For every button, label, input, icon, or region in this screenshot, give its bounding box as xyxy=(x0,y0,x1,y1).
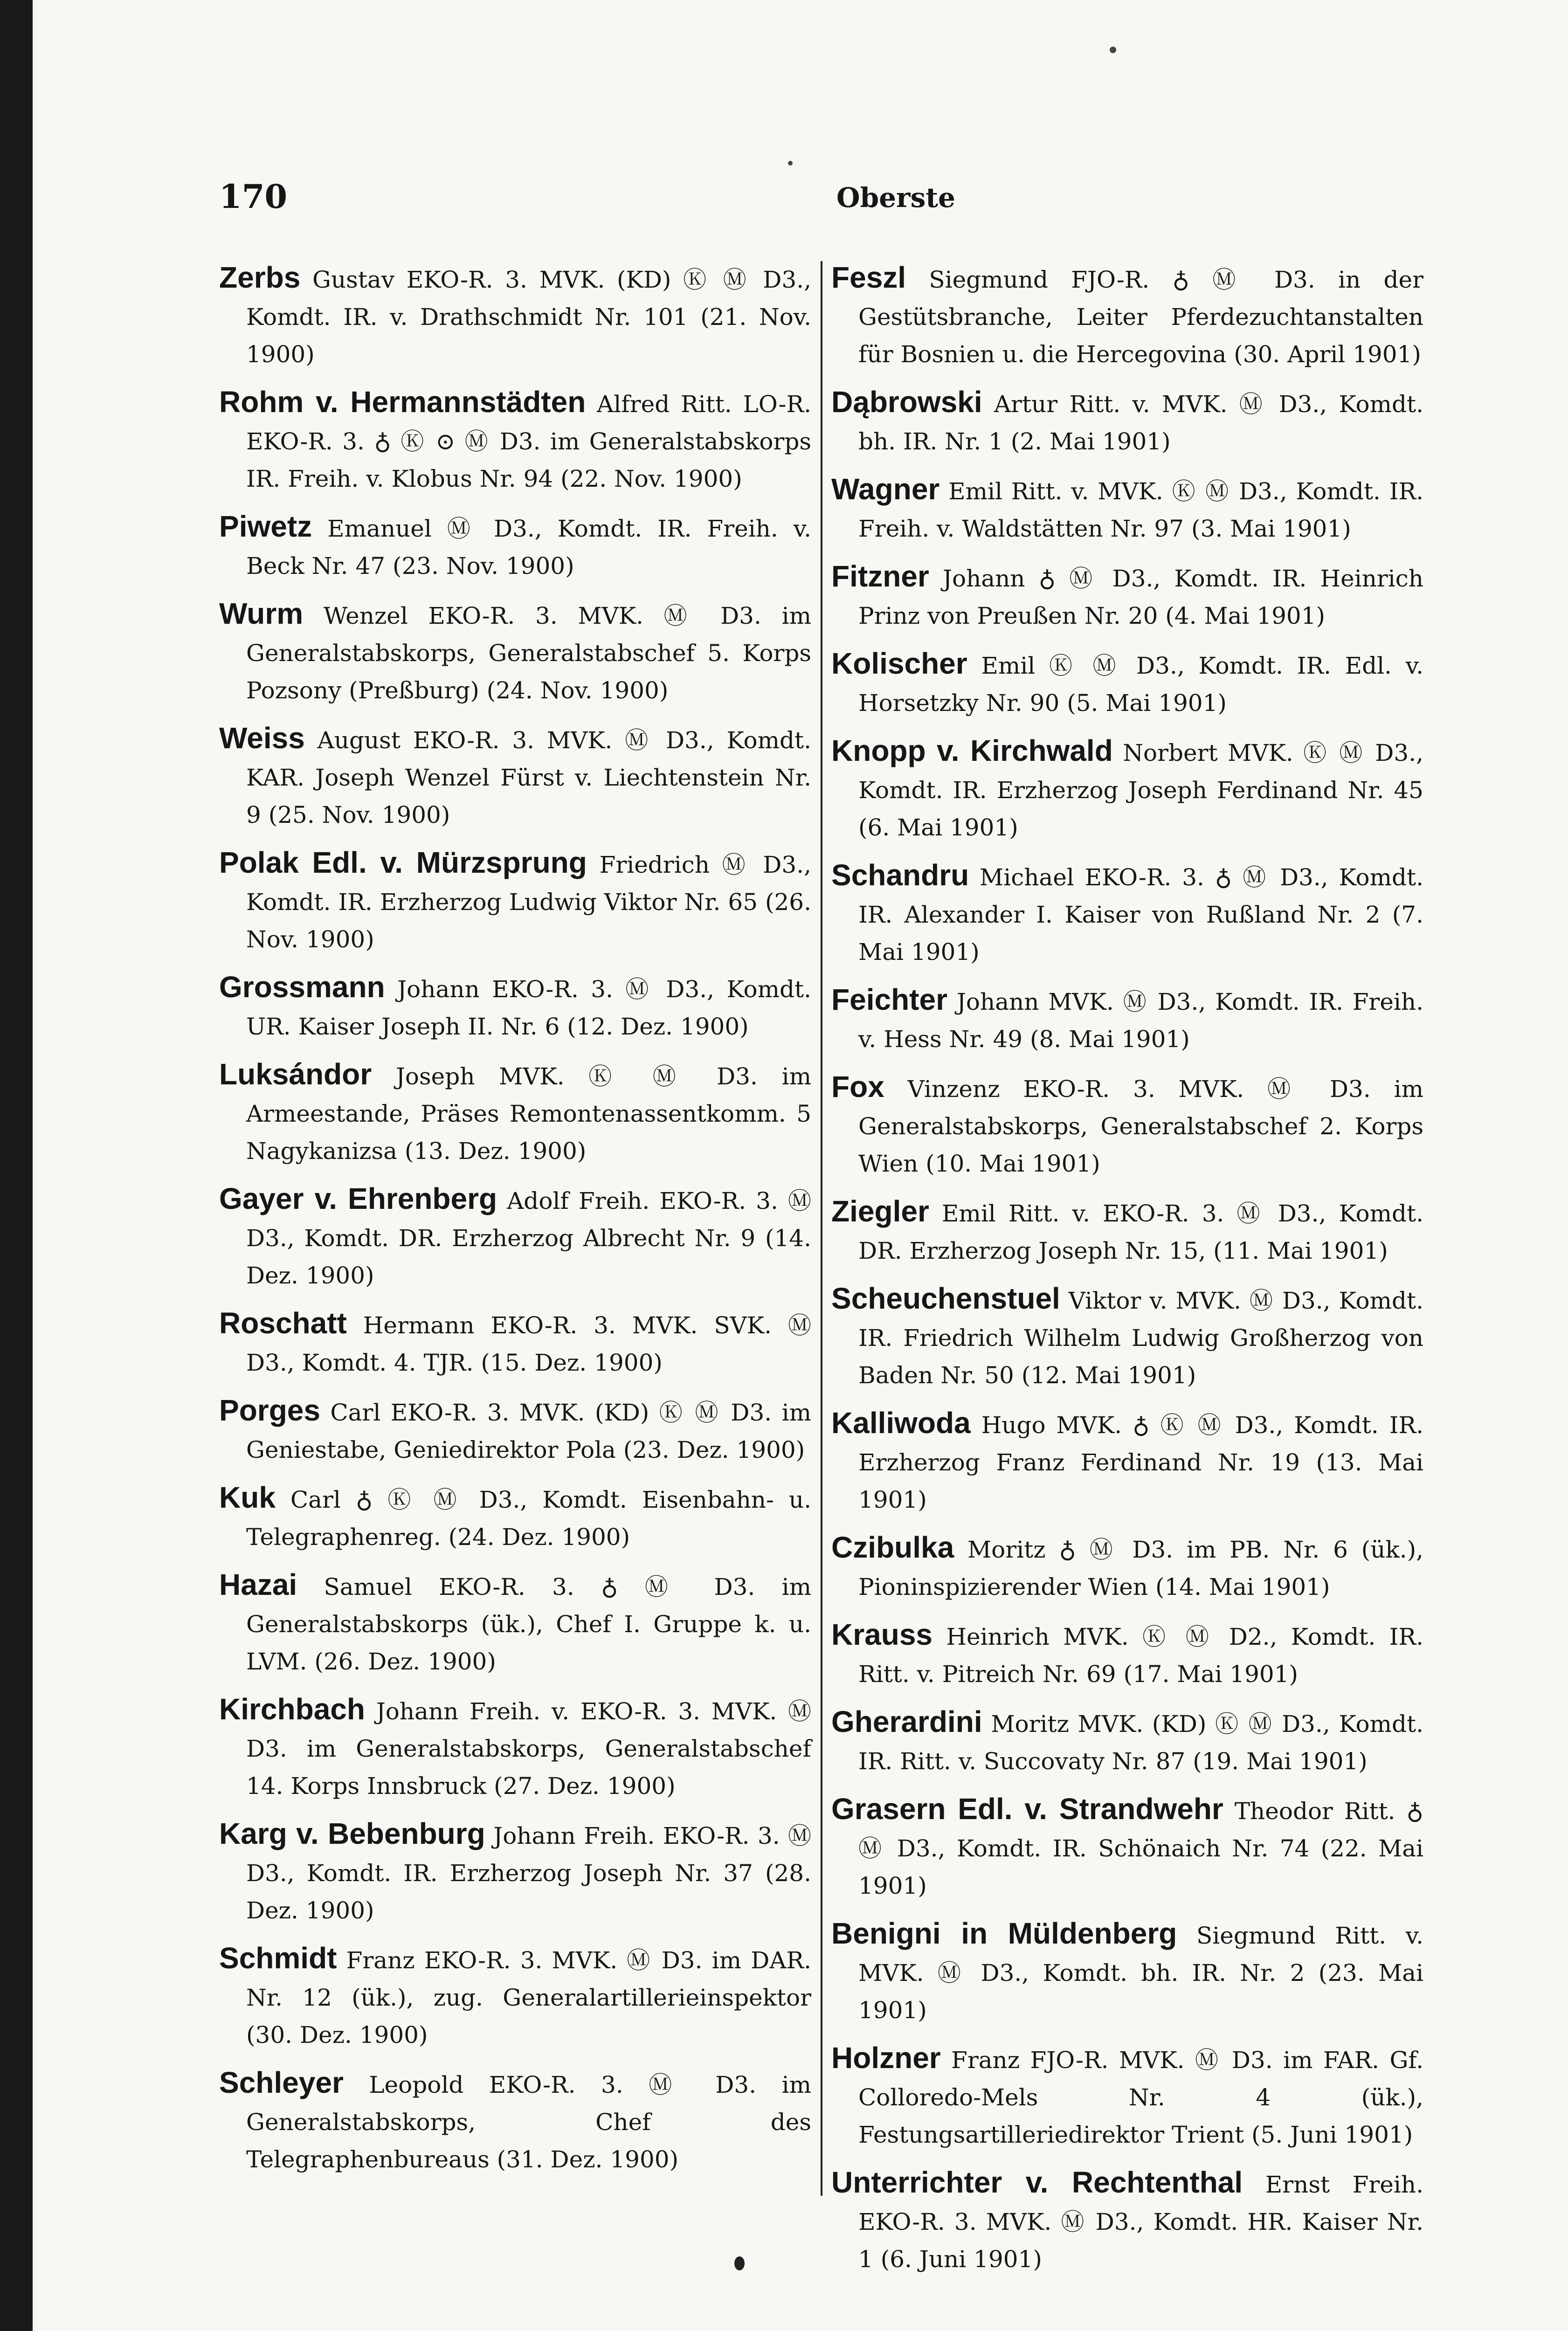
entry-details: Leopold EKO-R. 3. Ⓜ D3. im Generalstabskorps, Chef des Telegraphenbureaus (31. Dez. 1900) xyxy=(246,2071,811,2173)
entry-details: Siegmund FJO-R. ♁ Ⓜ D3. in der Gestütsbranche, Leiter Pferdezuchtanstalten für Bosnien u. die Hercegovina (30. April 1901) xyxy=(858,266,1423,368)
page-header xyxy=(219,177,1428,233)
entry-details: Joseph MVK. Ⓚ Ⓜ D3. im Armeestande, Präses Remontenassentkomm. 5 Nagykanizsa (13. Dez. 1900) xyxy=(246,1063,811,1165)
entry-surname: Unterrichter v. Rechtenthal xyxy=(831,2165,1243,2199)
entry-details: Johann ♁ Ⓜ D3., Komdt. IR. Heinrich Prinz von Preußen Nr. 20 (4. Mai 1901) xyxy=(858,565,1424,629)
entry-details: Viktor v. MVK. Ⓜ D3., Komdt. IR. Friedrich Wilhelm Ludwig Großherzog von Baden Nr. 50 (12. Mai 1901) xyxy=(858,1287,1423,1389)
entry-surname: Wurm xyxy=(219,597,304,630)
entry-details: Carl ♁ Ⓚ Ⓜ D3., Komdt. Eisenbahn- u. Telegraphenreg. (24. Dez. 1900) xyxy=(246,1486,811,1551)
entry-details: Adolf Freih. EKO-R. 3. Ⓜ D3., Komdt. DR. Erzherzog Albrecht Nr. 9 (14. Dez. 1900) xyxy=(246,1187,812,1289)
entry-surname: Kalliwoda xyxy=(831,1406,971,1440)
right-column xyxy=(831,259,1423,2288)
entry-details: Michael EKO-R. 3. ♁ Ⓜ D3., Komdt. IR. Alexander I. Kaiser von Rußland Nr. 2 (7. Mai 1901) xyxy=(858,864,1423,966)
entry-surname: Feichter xyxy=(831,983,947,1016)
entry-surname: Czibulka xyxy=(831,1531,954,1564)
entry-surname: Kolischer xyxy=(831,647,967,680)
entry-surname: Weiss xyxy=(219,721,305,755)
entry-surname: Schmidt xyxy=(219,1941,337,1975)
left-column xyxy=(219,259,811,2188)
entry-details: Moritz MVK. (KD) Ⓚ Ⓜ D3., Komdt. IR. Ritt. v. Succovaty Nr. 87 (19. Mai 1901) xyxy=(858,1710,1423,1775)
entry-details: Franz FJO-R. MVK. Ⓜ D3. im FAR. Gf. Colloredo-Mels Nr. 4 (ük.), Festungsartilleriedirektor Trient (5. Juni 1901) xyxy=(858,2047,1423,2148)
entry-surname: Schandru xyxy=(831,858,969,892)
register-entry xyxy=(219,1815,811,1929)
entry-details: Franz EKO-R. 3. MVK. Ⓜ D3. im DAR. Nr. 12 (ük.), zug. Generalartillerieinspektor (30. Dez. 1900) xyxy=(246,1947,811,2048)
register-entry xyxy=(831,1703,1423,1780)
entry-details: Emil Ⓚ Ⓜ D3., Komdt. IR. Edl. v. Horsetzky Nr. 90 (5. Mai 1901) xyxy=(858,652,1423,717)
entry-surname: Schleyer xyxy=(219,2066,344,2099)
page-number: 170 xyxy=(219,177,288,216)
entry-details: Carl EKO-R. 3. MVK. (KD) Ⓚ Ⓜ D3. im Geniestabe, Geniedirektor Pola (23. Dez. 1900) xyxy=(246,1399,811,1463)
register-entry xyxy=(831,1193,1423,1269)
entry-details: Heinrich MVK. Ⓚ Ⓜ D2., Komdt. IR. Ritt. v. Pitreich Nr. 69 (17. Mai 1901) xyxy=(858,1623,1423,1688)
entry-details: Gustav EKO-R. 3. MVK. (KD) Ⓚ Ⓜ D3., Komdt. IR. v. Drathschmidt Nr. 101 (21. Nov. 1900) xyxy=(246,266,811,368)
entry-surname: Fitzner xyxy=(831,559,929,593)
entry-details: Alfred Ritt. LO-R. EKO-R. 3. ♁ Ⓚ ⊙ Ⓜ D3. im Generalstabskorps IR. Freih. v. Klobus Nr. 94 (22. Nov. 1900) xyxy=(246,391,811,492)
entry-details: Vinzenz EKO-R. 3. MVK. Ⓜ D3. im Generalstabskorps, Generalstabschef 2. Korps Wien (10. Mai 1901) xyxy=(858,1076,1423,1177)
register-entry xyxy=(831,1616,1423,1693)
entry-surname: Roschatt xyxy=(219,1306,347,1340)
entry-details: Emil Ritt. v. EKO-R. 3. Ⓜ D3., Komdt. DR. Erzherzog Joseph Nr. 15, (11. Mai 1901) xyxy=(858,1200,1423,1264)
register-entry xyxy=(219,1055,811,1170)
register-entry xyxy=(219,719,811,834)
entry-details: Theodor Ritt. ♁ Ⓜ D3., Komdt. IR. Schönaich Nr. 74 (22. Mai 1901) xyxy=(858,1798,1423,1899)
entry-surname: Hazai xyxy=(219,1568,297,1601)
entry-surname: Holzner xyxy=(831,2041,941,2075)
entry-surname: Fox xyxy=(831,1070,884,1103)
entry-surname: Gayer v. Ehrenberg xyxy=(219,1182,497,1215)
register-entry xyxy=(219,1939,811,2054)
entry-details: Hermann EKO-R. 3. MVK. SVK. Ⓜ D3., Komdt. 4. TJR. (15. Dez. 1900) xyxy=(246,1312,811,1376)
entry-surname: Dąbrowski xyxy=(831,385,982,419)
register-entry xyxy=(831,383,1423,460)
entry-details: Moritz ♁ Ⓜ D3. im PB. Nr. 6 (ük.), Pioninspizierender Wien (14. Mai 1901) xyxy=(858,1536,1423,1600)
entry-details: Norbert MVK. Ⓚ Ⓜ D3., Komdt. IR. Erzherzog Joseph Ferdinand Nr. 45 (6. Mai 1901) xyxy=(858,739,1423,841)
entry-surname: Grossmann xyxy=(219,970,385,1004)
entry-details: Johann Freih. v. EKO-R. 3. MVK. Ⓜ D3. im Generalstabskorps, Generalstabschef 14. Korps Innsbruck (27. Dez. 1900) xyxy=(246,1698,811,1800)
register-entry xyxy=(219,844,811,958)
entry-surname: Rohm v. Hermannstädten xyxy=(219,385,586,419)
entry-details: Johann MVK. Ⓜ D3., Komdt. IR. Freih. v. Hess Nr. 49 (8. Mai 1901) xyxy=(858,988,1423,1053)
register-entry xyxy=(219,383,811,497)
register-entry xyxy=(831,1068,1423,1182)
entry-surname: Karg v. Bebenburg xyxy=(219,1817,485,1850)
entry-details: Johann Freih. EKO-R. 3. Ⓜ D3., Komdt. IR. Erzherzog Joseph Nr. 37 (28. Dez. 1900) xyxy=(246,1822,811,1924)
register-entry xyxy=(831,470,1423,547)
register-entry xyxy=(831,1404,1423,1518)
entry-surname: Kuk xyxy=(219,1481,276,1514)
register-entry xyxy=(831,1280,1423,1394)
entry-surname: Wagner xyxy=(831,472,940,506)
entry-surname: Scheuchenstuel xyxy=(831,1282,1060,1315)
register-entry xyxy=(831,2164,1423,2278)
entry-details: Hugo MVK. ♁ Ⓚ Ⓜ D3., Komdt. IR. Erzherzog Franz Ferdinand Nr. 19 (13. Mai 1901) xyxy=(858,1412,1424,1513)
entry-surname: Luksándor xyxy=(219,1057,372,1091)
entry-details: Emanuel Ⓜ D3., Komdt. IR. Freih. v. Beck Nr. 47 (23. Nov. 1900) xyxy=(246,515,811,579)
register-entry xyxy=(831,558,1423,634)
entry-details: Samuel EKO-R. 3. ♁ Ⓜ D3. im Generalstabskorps (ük.), Chef I. Gruppe k. u. LVM. (26. Dez. 1900) xyxy=(246,1573,811,1675)
entry-details: Siegmund Ritt. v. MVK. Ⓜ D3., Komdt. bh. IR. Nr. 2 (23. Mai 1901) xyxy=(858,1922,1423,2024)
register-entry xyxy=(219,259,811,373)
entry-surname: Krauss xyxy=(831,1618,933,1651)
entry-details: Wenzel EKO-R. 3. MVK. Ⓜ D3. im Generalstabskorps, Generalstabschef 5. Korps Pozsony (Preßburg) (24. Nov. 1900) xyxy=(246,602,811,704)
entry-surname: Porges xyxy=(219,1393,320,1427)
register-entry xyxy=(831,1790,1423,1904)
entry-surname: Ziegler xyxy=(831,1194,929,1228)
register-entry xyxy=(831,981,1423,1058)
register-entry xyxy=(219,1690,811,1805)
column-divider xyxy=(821,261,822,2196)
entry-details: Friedrich Ⓜ D3., Komdt. IR. Erzherzog Ludwig Viktor Nr. 65 (26. Nov. 1900) xyxy=(246,851,811,953)
register-entry xyxy=(831,1915,1423,2029)
register-entry xyxy=(219,1392,811,1469)
register-entry xyxy=(219,508,811,585)
page-title: Oberste xyxy=(836,182,955,214)
register-entry xyxy=(831,732,1423,846)
register-entry xyxy=(831,2039,1423,2153)
register-entry xyxy=(219,1304,811,1381)
entry-surname: Polak Edl. v. Mürzsprung xyxy=(219,846,587,879)
entry-details: Emil Ritt. v. MVK. Ⓚ Ⓜ D3., Komdt. IR. Freih. v. Waldstätten Nr. 97 (3. Mai 1901) xyxy=(858,478,1424,542)
entry-surname: Benigni in Müldenberg xyxy=(831,1917,1177,1950)
register-entry xyxy=(219,1180,811,1294)
entry-surname: Gherardini xyxy=(831,1705,982,1738)
entry-surname: Zerbs xyxy=(219,261,301,294)
entry-surname: Piwetz xyxy=(219,510,312,543)
register-entry xyxy=(831,259,1423,373)
entry-details: Artur Ritt. v. MVK. Ⓜ D3., Komdt. bh. IR. Nr. 1 (2. Mai 1901) xyxy=(858,391,1423,455)
register-entry xyxy=(219,1479,811,1556)
ink-speck xyxy=(1110,47,1116,53)
register-entry xyxy=(219,2064,811,2178)
ink-mark xyxy=(734,2256,745,2270)
entry-details: Johann EKO-R. 3. Ⓜ D3., Komdt. UR. Kaiser Joseph II. Nr. 6 (12. Dez. 1900) xyxy=(246,976,811,1040)
register-entry xyxy=(219,968,811,1045)
register-entry xyxy=(831,1529,1423,1606)
entry-surname: Kirchbach xyxy=(219,1692,365,1726)
entry-surname: Grasern Edl. v. Strandwehr xyxy=(831,1792,1223,1826)
entry-surname: Knopp v. Kirchwald xyxy=(831,734,1113,767)
register-entry xyxy=(831,645,1423,722)
entry-surname: Feszl xyxy=(831,261,906,294)
ink-speck xyxy=(788,161,793,166)
entry-details: Ernst Freih. EKO-R. 3. MVK. Ⓜ D3., Komdt. HR. Kaiser Nr. 1 (6. Juni 1901) xyxy=(858,2171,1423,2273)
entry-details: August EKO-R. 3. MVK. Ⓜ D3., Komdt. KAR. Joseph Wenzel Fürst v. Liechtenstein Nr. 9 (25. Nov. 1900) xyxy=(246,727,811,828)
register-entry xyxy=(219,1566,811,1680)
register-entry xyxy=(219,595,811,709)
register-entry xyxy=(831,856,1423,971)
